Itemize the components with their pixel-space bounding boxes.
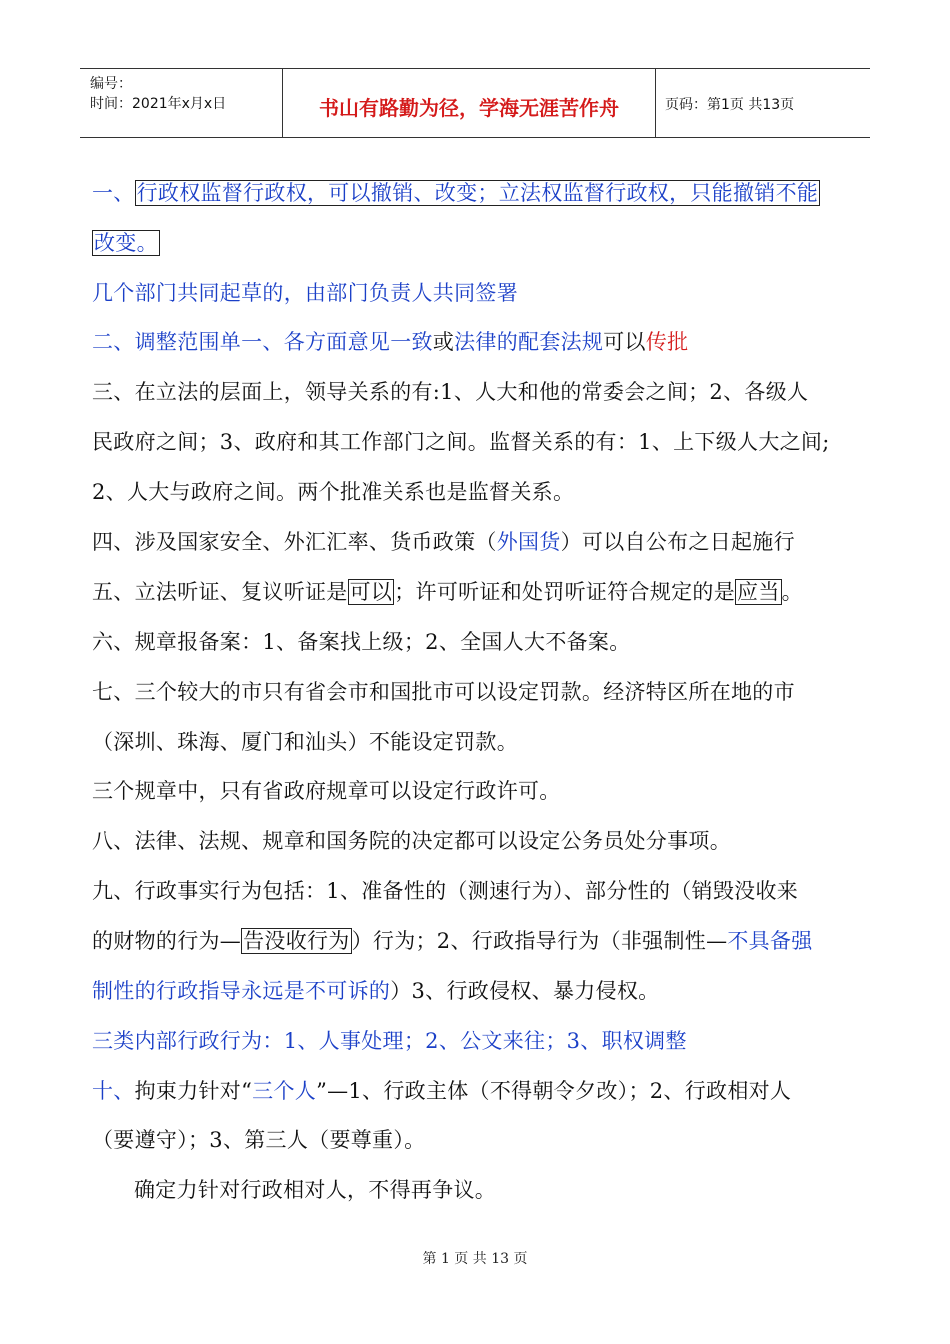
- line-20: （要遵守）；3、第三人（要尊重）。: [92, 1128, 426, 1152]
- line-7: 2、人大与政府之间。两个批准关系也是监督关系。: [92, 480, 575, 504]
- line-9-c: ；许可听证和处罚听证符合规定的是: [394, 580, 736, 604]
- line-19-c: 三个人: [252, 1079, 317, 1103]
- line-16: [92, 926, 813, 956]
- line-9-a: 五、立法听证、复议听证是: [92, 580, 348, 604]
- line-15: 九、行政事实行为包括：1、准备性的（测速行为）、部分性的（销毁没收来: [92, 879, 799, 903]
- time-label: 时间：2021年x月x日: [90, 96, 227, 112]
- document-header: [80, 68, 870, 138]
- line-1-num: 一、: [92, 181, 135, 205]
- line-16-c: ）行为；2、行政指导行为（非强制性—: [351, 929, 728, 953]
- page-footer: 第 1 页 共 13 页: [422, 1251, 528, 1267]
- line-9-e: 。: [781, 580, 803, 604]
- line-12: （深圳、珠海、厦门和汕头）不能设定罚款。: [92, 730, 518, 754]
- line-16-boxed: 告没收行为: [243, 929, 350, 953]
- line-16-d: 不具备强: [727, 929, 813, 953]
- line-2: [92, 228, 160, 258]
- line-16-a: 的财物的行为—: [92, 929, 242, 953]
- line-19-a: 十、: [92, 1079, 135, 1103]
- line-4-a: 二、调整范围单一、各方面意见一致: [92, 330, 433, 354]
- line-8: [92, 527, 795, 557]
- line-8-b: 外国货: [496, 530, 561, 554]
- line-8-c: ）可以自公布之日起施行: [560, 530, 795, 554]
- line-4-b: 或: [432, 330, 455, 354]
- line-8-a: 四、涉及国家安全、外汇汇率、货币政策（: [92, 530, 497, 554]
- line-19-d: ”—1、行政主体（不得朝令夕改）；2、行政相对人: [316, 1079, 792, 1103]
- page-info: 页码：第1页 共13页: [665, 97, 795, 113]
- line-14: 八、法律、法规、规章和国务院的决定都可以设定公务员处分事项。: [92, 829, 731, 853]
- line-19-b: 拘束力针对“: [134, 1079, 253, 1103]
- header-page-cell: [655, 69, 870, 137]
- line-1-boxed: 行政权监督行政权，可以撤销、改变；立法权监督行政权，只能撤销不能: [136, 181, 819, 205]
- line-3: 几个部门共同起草的，由部门负责人共同签署: [92, 281, 518, 305]
- motto-text: 书山有路勤为径，学海无涯苦作舟: [319, 96, 619, 120]
- line-1: [92, 178, 820, 208]
- line-4-e: 传批: [645, 330, 689, 354]
- number-label: 编号：: [90, 76, 132, 92]
- line-17: [92, 976, 659, 1006]
- line-17-a: 制性的行政指导永远是不可诉的: [92, 979, 391, 1003]
- line-2-boxed: 改变。: [94, 231, 158, 255]
- line-10: 六、规章报备案：1、备案找上级；2、全国人大不备案。: [92, 630, 631, 654]
- line-4-d: 可以: [603, 330, 646, 354]
- header-left-cell: [80, 69, 282, 137]
- line-4-c: 法律的配套法规: [454, 330, 604, 354]
- line-11: 七、三个较大的市只有省会市和国批市可以设定罚款。经济特区所在地的市: [92, 680, 795, 704]
- line-13: 三个规章中，只有省政府规章可以设定行政许可。: [92, 779, 561, 803]
- line-4: [92, 327, 688, 357]
- line-9-boxed-2: 应当: [737, 580, 780, 604]
- line-9-boxed-1: 可以: [349, 580, 393, 604]
- header-motto-cell: [282, 69, 656, 137]
- line-9: [92, 577, 803, 607]
- line-5: 三、在立法的层面上，领导关系的有:1、人大和他的常委会之间；2、各级人: [92, 380, 809, 404]
- line-17-b: ）3、行政侵权、暴力侵权。: [390, 979, 660, 1003]
- line-18: 三类内部行政行为：1、人事处理；2、公文来往；3、职权调整: [92, 1029, 687, 1053]
- line-19: [92, 1076, 791, 1106]
- line-21: 确定力针对行政相对人，不得再争议。: [134, 1178, 497, 1202]
- line-6: 民政府之间；3、政府和其工作部门之间。监督关系的有：1、上下级人大之间;: [92, 430, 830, 454]
